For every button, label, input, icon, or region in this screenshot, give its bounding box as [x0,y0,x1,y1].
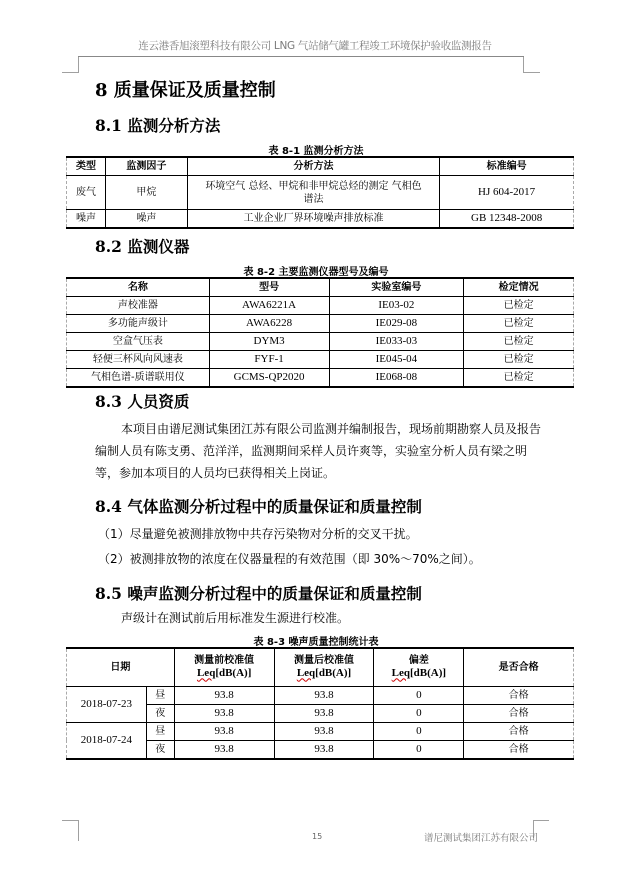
cell-before: 93.8 [174,686,274,704]
footer-company: 谱尼测试集团江苏有限公司 [424,833,539,844]
table-instruments [66,277,574,388]
header-cell: 名称 [67,278,210,297]
gas-qc-item-1: （1）尽量避免被测排放物中共存污染物对分析的交叉干扰。 [98,527,418,541]
cell-model: AWA6228 [209,315,329,333]
cell-lab-id: IE033-03 [329,333,464,351]
unit-db: [dB(A)] [410,667,447,680]
section-8-3-title: 8.3 人员资质 [95,392,190,411]
cell-date: 2018-07-23 [67,686,147,722]
cell-status: 已检定 [464,315,574,333]
header-cell: 监测因子 [105,157,187,176]
table-row [67,176,574,210]
gas-qc-item-2: （2）被测排放物的浓度在仪器量程的有效范围（即 30%～70%之间）。 [98,552,481,566]
table-8-2-caption: 表 8-2 主要监测仪器型号及编号 [243,267,389,278]
table-row [67,333,574,351]
cell-status: 已检定 [464,297,574,315]
unit-db: [dB(A)] [315,667,352,680]
cell-deviation: 0 [374,722,464,740]
table-header-row [67,157,574,176]
header-cell: 类型 [67,157,106,176]
cell-period: 昼 [146,722,174,740]
table-row [67,351,574,369]
cell-period: 夜 [146,740,174,759]
page-header-title: 连云港香旭滚塑科技有限公司 LNG 气站储气罐工程竣工环境保护验收监测报告 [138,40,492,52]
cell-type: 噪声 [67,210,106,229]
header-deviation-label: 偏差 [408,655,429,667]
unit-leq: Leq [196,667,216,680]
cell-deviation: 0 [374,704,464,722]
cell-type: 废气 [67,176,106,210]
cell-method: 环境空气 总烃、甲烷和非甲烷总烃的测定 气相色谱法 [187,176,439,210]
header-cell: 检定情况 [464,278,574,297]
cell-after: 93.8 [274,722,374,740]
unit-leq: Leq [296,667,316,680]
cell-lab-id: IE03-02 [329,297,464,315]
cell-lab-id: IE045-04 [329,351,464,369]
cell-after: 93.8 [274,704,374,722]
header-cell: 标准编号 [440,157,574,176]
cell-before: 93.8 [174,704,274,722]
cell-status: 已检定 [464,351,574,369]
corner-mark-bottom-right [533,820,549,821]
cell-pass: 合格 [464,704,574,722]
cell-model: DYM3 [209,333,329,351]
header-before-label: 测量前校准值 [194,655,255,667]
personnel-paragraph: 本项目由谱尼测试集团江苏有限公司监测并编制报告，现场前期勘察人员及报告编制人员有陈支勇、范洋洋，监测期间采样人员许爽等，实验室分析人员有梁之明等，参加本项目的人员均已获得相关上岗证。 [95,422,542,480]
header-date: 日期 [67,648,175,686]
table-header-row [67,648,574,686]
table-row [67,369,574,388]
header-before [174,648,274,686]
table-8-1-caption: 表 8-1 监测分析方法 [268,146,364,157]
cell-after: 93.8 [274,686,374,704]
cell-status: 已检定 [464,333,574,351]
cell-before: 93.8 [174,740,274,759]
cell-period: 夜 [146,704,174,722]
header-after [274,648,374,686]
header-pass: 是否合格 [464,648,574,686]
cell-name: 轻便三杯风向风速表 [67,351,210,369]
cell-name: 声校准器 [67,297,210,315]
section-8-5-title: 8.5 噪声监测分析过程中的质量保证和质量控制 [95,584,422,603]
table-row [67,686,574,704]
cell-pass: 合格 [464,722,574,740]
cell-model: FYF-1 [209,351,329,369]
cell-model: AWA6221A [209,297,329,315]
cell-lab-id: IE068-08 [329,369,464,388]
cell-deviation: 0 [374,686,464,704]
cell-deviation: 0 [374,740,464,759]
cell-name: 多功能声级计 [67,315,210,333]
noise-qc-paragraph: 声级计在测试前后用标准发生源进行校准。 [121,611,350,625]
unit-db: [dB(A)] [215,667,252,680]
cell-pass: 合格 [464,686,574,704]
cell-after: 93.8 [274,740,374,759]
corner-mark-top-right [523,56,540,73]
table-row [67,315,574,333]
corner-mark-top-left [62,56,79,73]
corner-mark-bottom-left [62,820,79,841]
chapter-title: 8 质量保证及质量控制 [95,80,276,101]
header-cell: 实验室编号 [329,278,464,297]
cell-standard: HJ 604-2017 [440,176,574,210]
cell-status: 已检定 [464,369,574,388]
table-header-row [67,278,574,297]
unit-leq: Leq [391,667,411,680]
cell-standard: GB 12348-2008 [440,210,574,229]
section-8-2-title: 8.2 监测仪器 [95,237,190,256]
cell-lab-id: IE029-08 [329,315,464,333]
section-8-4-title: 8.4 气体监测分析过程中的质量保证和质量控制 [95,497,422,516]
table-noise-qc [66,647,574,760]
header-after-unit [277,667,372,680]
cell-name: 气相色谱-质谱联用仪 [67,369,210,388]
cell-factor: 噪声 [105,210,187,229]
section-8-1-title: 8.1 监测分析方法 [95,116,221,135]
table-8-3-caption: 表 8-3 噪声质量控制统计表 [253,637,379,648]
cell-period: 昼 [146,686,174,704]
header-after-label: 测量后校准值 [294,655,355,667]
cell-factor: 甲烷 [105,176,187,210]
cell-name: 空盒气压表 [67,333,210,351]
cell-before: 93.8 [174,722,274,740]
table-row [67,297,574,315]
cell-model: GCMS-QP2020 [209,369,329,388]
table-analysis-methods [66,156,574,229]
header-deviation-unit [376,667,461,680]
header-cell: 型号 [209,278,329,297]
header-cell: 分析方法 [187,157,439,176]
cell-pass: 合格 [464,740,574,759]
page-number: 15 [312,832,323,841]
header-rule [78,56,524,57]
table-row [67,210,574,229]
table-row [67,722,574,740]
header-deviation [374,648,464,686]
header-before-unit [177,667,272,680]
cell-date: 2018-07-24 [67,722,147,759]
cell-method: 工业企业厂界环境噪声排放标准 [187,210,439,229]
